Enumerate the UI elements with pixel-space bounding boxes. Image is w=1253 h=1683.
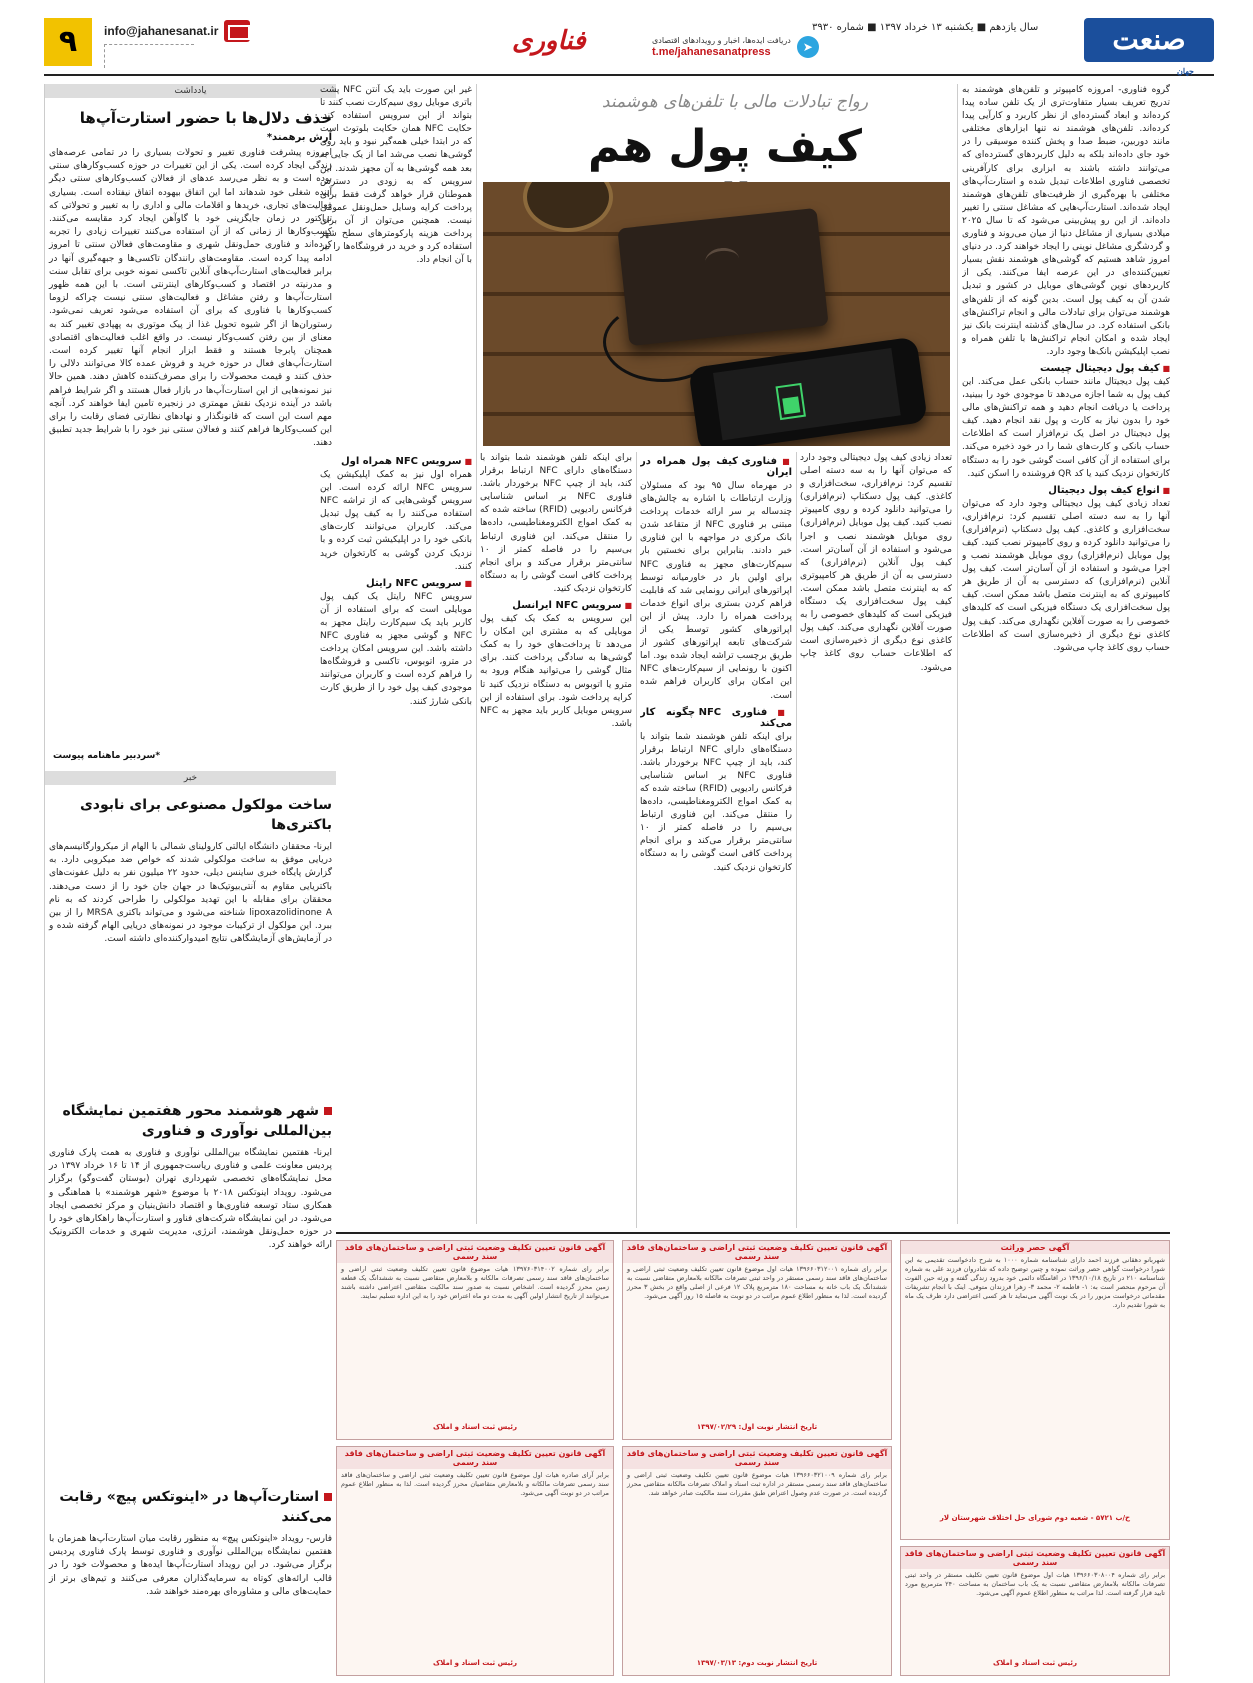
ad-signature: رئیس ثبت اسناد و املاک	[433, 1423, 517, 1431]
article-column-lead	[962, 84, 1170, 1224]
telegram-link[interactable]: t.me/jahanesanatpress	[652, 46, 771, 58]
issue-info: سال یازدهم ■ یکشنبه ۱۳ خرداد ۱۳۹۷ ■ شماره ۳۹۳۰	[812, 22, 1039, 33]
phone-screen	[713, 348, 901, 440]
ad-signature: ح/ب ۵۷۲۱ - شعبه دوم شورای حل اختلاف شهرستان لار	[939, 1514, 1131, 1522]
article-column-3	[640, 452, 792, 1228]
section-4-continued: برای اینکه تلفن هوشمند شما بتواند با دستگاه‌های دارای NFC ارتباط برقرار کند، باید از چیپ NFC برخوردار باشد. فناوری NFC بر اساس شناسایی فرکانس رادیویی (RFID) ساخته شده که به کمک امواج الکترومغناطیسی، داده‌ها را منتقل می‌کند. این فناوری ارتباط بی‌سیم را در فاصله کمتر از ۱۰ سانتی‌متر برقرار می‌کند و برای انجام پرداخت کافی است گوشی را به دستگاه کارتخوان نزدیک کنید.	[480, 453, 632, 594]
news-2-title	[49, 1101, 332, 1141]
section-6-title: ■ سرویس NFC همراه اول	[320, 456, 472, 467]
ad-box	[622, 1446, 892, 1676]
section-4-title: ■ فناوری NFC چگونه کار می‌کند	[640, 707, 792, 729]
section-2-body: تعداد زیادی کیف پول دیجیتالی وجود دارد که می‌توان آنها را به سه دسته اصلی تقسیم کرد: نرم‌افزاری، سخت‌افزاری و کاغذی. کیف پول دسکتاپ (نرم‌افزاری) را می‌توانید دانلود کرده و روی کامپیوتر نصب کنید. کیف پول موبایل (نرم‌افزاری) روی موبایل هوشمند نصب و اجرا می‌شود و استفاده از آن آسان‌تر است. کیف پول آنلاین (نرم‌افزاری) که دسترسی به آن از طریق هر کامپیوتری که به اینترنت متصل باشد ممکن است. کیف پول سخت‌افزاری یک دستگاه فیزیکی است که کلیدهای خصوصی را به صورت آفلاین نگهداری می‌کند. کیف پول کاغذی نوع دیگری از ذخیره‌سازی است که اطلاعات حساب روی کاغذ چاپ می‌شود.	[962, 498, 1170, 653]
news-2-title-text: شهر هوشمند محور هفتمین نمایشگاه بین‌المللی نوآوری و فناوری	[62, 1103, 332, 1139]
telegram-icon: ➤	[797, 36, 819, 58]
section-3-body: در مهرماه سال ۹۵ بود که مسئولان وزارت ارتباطات با اشاره به چالش‌های چندساله بر سر ارائه خدمات پرداخت مبتنی بر فناوری NFC از متقاعد شدن بانک مرکزی در مواجهه با این فناوری خبر دادند. بنابراین برای نخستین بار سیم‌کارت‌های مجهز به فناوری NFC برای اولین بار در خاورمیانه توسط اپراتورهای ایرانی رونمایی شد که قابلیت فراهم کردن بستری برای انواع خدمات پرداخت همراه را دارد. پیش از این اپراتورهای کشور توسط یکی از شرکت‌های تابعه اپراتورهای کشور از طریق برچسب تراشه ایجاد شده بود. اما اکنون با رونمایی از سیم‌کارت‌های NFC این امکان برای کاربران فراهم شده است.	[640, 481, 792, 701]
ad-signature: رئیس ثبت اسناد و املاک	[993, 1659, 1077, 1667]
ad-text: برابر آرای صادره هیات اول موضوع قانون تعیین تکلیف وضعیت ثبتی اراضی و ساختمان‌های فاقد سند رسمی تصرفات مالکانه و بلامعارض متقاضیان محرز گردیده است. لذا به منظور اطلاع عموم مراتب در دو نوبت آگهی می‌شود.	[341, 1471, 609, 1497]
note-author: آرش برهمند*	[266, 132, 332, 143]
news-3-title	[49, 1487, 332, 1527]
ad-box	[622, 1240, 892, 1440]
ad-text: شهربانو دهقانی فرزند احمد دارای شناسنامه شماره ۱۰۰۰ به شرح دادخواست تقدیمی به این شورا درخواست گواهی حصر وراثت نموده و چنین توضیح داده که شادروان فرزند علی به شماره شناسنامه ۲۱۰ در تاریخ ۱۳۹۶/۱۰/۱۸ در اقامتگاه دائمی خود بدرود زندگی گفته و ورثه حین الفوت آن مرحوم منحصر است به: ۱- فاطمه ۲- محمد ۳- زهرا فرزندان متوفی. اینک با انجام تشریفات مقدماتی درخواست مزبور را در یک نوبت آگهی می‌نماید تا هر کسی اعتراضی دارد ظرف یک ماه به شورا تقدیم دارد.	[905, 1256, 1165, 1309]
telegram-caption: دریافت ایده‌ها، اخبار و رویدادهای اقتصادی	[652, 36, 791, 45]
column-divider	[796, 452, 797, 1228]
section-5-body: این سرویس به کمک یک کیف پول موبایلی که به مشتری این امکان را می‌دهد تا پرداخت‌های خود را به کمک گوشی‌ها به سادگی پرداخت کنند. برای مثال گوشی را می‌توانید هنگام ورود به مترو یا اتوبوس به دستگاه نزدیک کنید تا کرایه پرداخت شود. برای استفاده از این سرویس موبایل کاربر باید مجهز به NFC باشد.	[480, 614, 632, 729]
news-3-body: فارس- رویداد «اینوتکس پیچ» به منظور رقابت میان استارت‌آپ‌ها همزمان با هفتمین نمایشگاه بین‌المللی نوآوری و فناوری توسط پارک فناوری پردیس برگزار می‌شود. در این رویداد استارت‌آپ‌ها ایده‌ها و محصولات خود را در قالب ارائه‌های کوتاه به سرمایه‌گذاران معرفی می‌کنند و تیم‌های برتر از حمایت‌های مالی و مشاوره‌ای بهره‌مند خواهند شد.	[49, 1534, 332, 1597]
section-1-body: کیف پول دیجیتال مانند حساب بانکی عمل می‌کند. این کیف پول به شما اجازه می‌دهد تا موجودی خود را ببینید، پرداخت یا دریافت انجام دهید و همه تراکنش‌های مالی خود را بدون نیاز به کارت و پول نقد انجام دهید. کیف پول دیجیتال در اصل یک نرم‌افزار است که اطلاعات حساب بانکی و کارت‌های شما را در خود ذخیره می‌کند. برای استفاده از آن کافی است گوشی خود را به دستگاه کارتخوان نزدیک کنید یا کد QR فروشنده را اسکن کنید.	[962, 376, 1170, 479]
ad-title: آگهی قانون تعیین تکلیف وضعیت ثبتی اراضی و ساختمان‌های فاقد سند رسمی	[337, 1447, 613, 1469]
ad-title: آگهی قانون تعیین تکلیف وضعیت ثبتی اراضی و ساختمان‌های فاقد سند رسمی	[337, 1241, 613, 1263]
article-kicker: رواج تبادلات مالی با تلفن‌های هوشمند	[601, 92, 869, 112]
column-divider	[636, 452, 637, 1228]
section-4-body: برای اینکه تلفن هوشمند شما بتواند با دستگاه‌های دارای NFC ارتباط برقرار کند، باید از چیپ NFC برخوردار باشد. فناوری NFC بر اساس شناسایی فرکانس رادیویی (RFID) ساخته شده که به کمک امواج الکترومغناطیسی، داده‌ها را منتقل می‌کند. این فناوری ارتباط بی‌سیم را در فاصله کمتر از ۱۰ سانتی‌متر برقرار می‌کند و برای انجام پرداخت کافی است گوشی را به دستگاه کارتخوان نزدیک کنید.	[640, 731, 792, 873]
note-rubric: یادداشت	[45, 84, 336, 98]
ad-text: برابر رای شماره ۱۳۹۶۶۰۳۲۱۰۰۹ هیات موضوع قانون تعیین تکلیف وضعیت ثبتی اراضی و ساختمان‌های فاقد سند رسمی مستقر در اداره ثبت اسناد و املاک تصرفات مالکانه متقاضی محرز گردیده است. در صورت عدم وصول اعتراض طبق مقررات سند مالکیت صادر خواهد شد.	[627, 1471, 887, 1497]
ad-signature: تاریخ انتشار نوبت اول: ۱۳۹۷/۰۲/۲۹	[696, 1423, 818, 1431]
section-7-title: ■ سرویس NFC رایتل	[320, 578, 472, 589]
ad-text: برابر رای شماره ۱۳۹۶۶۰۳۰۸۰۰۴ هیات اول موضوع قانون تعیین تکلیف مستقر در واحد ثبتی تصرفات مالکانه بلامعارض متقاضی نسبت به یک باب ساختمان به مساحت ۲۴۰ مترمربع مورد تایید قرار گرفته است. لذا مراتب به منظور اطلاع عموم آگهی می‌شود.	[905, 1571, 1166, 1597]
ad-text: برابر رای شماره ۱۳۹۶۶۰۳۱۲۰۰۱ هیات اول موضوع قانون تعیین تکلیف وضعیت ثبتی اراضی و ساختمان‌های فاقد سند رسمی مستقر در واحد ثبتی تصرفات مالکانه بلامعارض متقاضی نسبت به ششدانگ یک باب خانه به مساحت ۱۸۰ مترمربع پلاک ۱۲ فرعی از اصلی واقع در بخش ۳ محرز گردیده است. لذا به منظور اطلاع عموم مراتب در دو نوبت به فاصله ۱۵ روز آگهی می‌شود.	[627, 1265, 887, 1300]
news-1-title: ساخت مولکول مصنوعی برای نابودی باکتری‌ها	[79, 797, 332, 833]
ad-title: آگهی حصر وراثت	[901, 1241, 1169, 1254]
ad-box	[336, 1446, 614, 1676]
article-column-4	[480, 452, 632, 1228]
section-3-title: ■ فناوری کیف پول همراه در ایران	[640, 456, 792, 478]
news-2-body: ایرنا- هفتمین نمایشگاه بین‌المللی نوآوری و فناوری به همت پارک فناوری پردیس معاونت علمی و فناوری ریاست‌جمهوری از ۱۴ تا ۱۶ خرداد ۱۳۹۷ در محل نمایشگاه‌های تخصصی شهرداری تهران (بوستان گفت‌وگو) برگزار می‌شود. رویداد اینوتکس ۲۰۱۸ با موضوع «شهر هوشمند» با هماهنگی و همکاری ستاد توسعه فناوری‌ها و اقتصاد دانش‌بنیان و مرکز تخصصی ایجاد می‌شود. در این نمایشگاه شرکت‌های فناور و استارت‌آپ‌ها راهکارهای خود را در حوزه حمل‌ونقل هوشمند، انرژی، مدیریت شهری و خدمات الکترونیک ارائه خواهند کرد.	[49, 1148, 333, 1251]
ad-box	[900, 1240, 1170, 1540]
ad-text: برابر رای شماره ۱۳۹۷۶۰۳۱۴۰۰۲ هیات موضوع قانون تعیین تکلیف وضعیت ثبتی اراضی و ساختمان‌های فاقد سند رسمی تصرفات مالکانه و بلامعارض متقاضی نسبت به ششدانگ یک قطعه زمین محرز گردیده است. اشخاص نسبت به صدور سند مالکیت متقاضی اعتراضی داشته باشند می‌توانند از تاریخ انتشار اولین آگهی به مدت دو ماه اعتراض خود را به این اداره تسلیم نمایند.	[341, 1265, 609, 1300]
ad-signature: تاریخ انتشار نوبت دوم: ۱۳۹۷/۰۳/۱۳	[696, 1659, 818, 1667]
ad-box	[336, 1240, 614, 1440]
article-column-top	[320, 84, 472, 472]
news-rubric: خبر	[45, 771, 336, 785]
logo-text: صنعت	[1112, 23, 1186, 56]
masthead	[44, 14, 1214, 76]
note-signature: *سردبیر ماهنامه پیوست	[53, 751, 161, 761]
news-1-body: ایرنا- محققان دانشگاه ایالتی کارولینای شمالی با الهام از میکروارگانیسم‌های دریایی موفق به ساخت مولکولی شدند که خواص ضد میکروبی دارد. به گزارش پایگاه خبری ساینس دیلی، حدود ۲۲ میلیون نفر به دلیل عفونت‌های باکتریایی مقاوم به آنتی‌بیوتیک‌ها در جهان جان خود را از دست می‌دهند. محققان برای مقابله با این تهدید مولکولی را طراحی کردند که به نام lipoxazolidinone A شناخته می‌شود و می‌تواند باکتری MRSA را از بین ببرد. این مولکول از ترکیبات موجود در نمونه‌های دریایی الهام گرفته شده و در آزمایش‌های آزمایشگاهی نتایج امیدوارکننده‌ای داشته است.	[49, 842, 332, 945]
ad-title: آگهی قانون تعیین تکلیف وضعیت ثبتی اراضی و ساختمان‌های فاقد سند رسمی	[901, 1547, 1169, 1569]
ad-signature: رئیس ثبت اسناد و املاک	[433, 1659, 517, 1667]
section-5-title: ■ سرویس NFC ایرانسل	[480, 600, 632, 611]
battery-icon	[775, 383, 805, 420]
ad-title: آگهی قانون تعیین تکلیف وضعیت ثبتی اراضی و ساختمان‌های فاقد سند رسمی	[623, 1241, 891, 1263]
section-7-body: سرویس NFC رایتل یک کیف پول موبایلی است که برای استفاده از آن کاربر باید یک سیم‌کارت رایتل مجهز به NFC و گوشی مجهز به فناوری NFC داشته باشد. این سرویس امکان پرداخت در مترو، اتوبوس، تاکسی و فروشگاه‌ها را فراهم کرده است و کاربران می‌توانند موجودی کیف پول خود را از طریق کارت بانکی شارژ کنند.	[320, 591, 472, 707]
article-headline: کیف پول هم	[588, 121, 862, 172]
article-column-2	[800, 452, 952, 1228]
note-body: امروزه پیشرفت فناوری تغییر و تحولات بسیاری را در تمامی عرصه‌های زندگی ایجاد کرده است. یکی از این تغییرات در حوزه کسب‌وکارهای سنتی بوده است و به نظر می‌رسد عدهای از فعالان کسب‌وکارهای سنتی دیگر آینده شغلی خود شدهاند اما این اتفاق بیهوده اتفاق نیفتاده است. بسیاری فعالیت‌های تجاری، خریدها و اقلامات مالی و اداری را به تغییر و تحولاتی که تراکتور در زمان جایگزینی خود با گاوآهن ایجاد کرد مقایسه می‌کنند. کسب‌وکارها از زمانی که از آن استفاده می‌کنند تغییرات زیادی را تجربه کرده‌اند و فناوری حمل‌ونقل شهری و مقاومت‌های فعالان سنتی تا امروز ادامه پیدا کرده است. مقاومت‌های رانندگان تاکسی‌ها و جبهه‌گیری آنها در برابر فعالیت‌های استارت‌آپ‌های آنلاین تاکسی نمونه خوبی برای تقابل سنت و مدرنیته در اقتصاد و کسب‌وکارهای اینترنتی است. با این همه ظهور استارت‌آپ‌ها و رفتن مشاغل و فعالیت‌های سنتی نیست چراکه لزوما کسب‌وکارها با فناوری که برای آن استفاده می‌شود تعریف نمی‌شود. رستوران‌ها از اگر شیوه تحویل غذا از پیک موتوری به پهپادی تغییر کند به معنای از بین رفتن کسب‌وکار نیست. در واقع اغلب فعالیت‌های اقتصادی همچنان پابرجا هستند و فقط ابزار انجام آنها تغییر کرده است. استارت‌آپ‌های فعال در حوزه خرید و فروش عمده کالا می‌توانند دلالی را حذف کنند و قیمت محصولات را برای مصرف‌کننده کاهش دهند. همین حالا نیز نمونه‌هایی از این استارت‌آپ‌ها در بازار فعال هستند و اگر شرایط فراهم باشد در آینده نزدیک نقش مهمتری در زنجیره تامین ایفا خواهند کرد. آنچه مهم است این است که قانونگذار و نهادهای نظارتی فضای رقابت را برای این کسب‌وکارها فراهم کنند و فعالان سنتی نیز خود را با شرایط جدید تطبیق دهند.	[49, 148, 332, 449]
ad-title: آگهی قانون تعیین تکلیف وضعیت ثبتی اراضی و ساختمان‌های فاقد سند رسمی	[623, 1447, 891, 1469]
section-2-continued: تعداد زیادی کیف پول دیجیتالی وجود دارد که می‌توان آنها را به سه دسته اصلی تقسیم کرد: نرم‌افزاری، سخت‌افزاری و کاغذی. کیف پول دسکتاپ (نرم‌افزاری) را می‌توانید دانلود کرده و روی کامپیوتر نصب کنید. کیف پول موبایل (نرم‌افزاری) روی موبایل هوشمند نصب و اجرا می‌شود و استفاده از آن آسان‌تر است. کیف پول آنلاین (نرم‌افزاری) که دسترسی به آن از طریق هر کامپیوتری که به اینترنت متصل باشد ممکن است. کیف پول سخت‌افزاری یک دستگاه فیزیکی است که کلیدهای خصوصی را به صورت آفلاین نگهداری می‌کند. کیف پول کاغذی نوع دیگری از ذخیره‌سازی است که اطلاعات حساب روی کاغذ چاپ می‌شود.	[800, 453, 952, 673]
note-title: حذف دلال‌ها با حضور استارت‌آپ‌ها	[79, 109, 332, 127]
telegram-channel[interactable]	[652, 36, 819, 58]
left-sidebar	[44, 84, 336, 1683]
section-title: فناوری	[512, 26, 586, 56]
ad-box	[900, 1546, 1170, 1676]
article-lead: گروه فناوری- امروزه کامپیوتر و تلفن‌های هوشمند به تدریج تعریف بسیار متفاوت‌تری از یک تلفن ساده پیدا کرده‌اند و ابعاد گسترده‌ای از نظر کاربرد و کارآیی پیدا کرده‌اند. تلفن‌های هوشمند نه تنها ابزارهای مختلفی مانند دوربین، ضبط صدا و پخش کننده موسیقی را در خود جای داده‌اند بلکه به دلیل کاربردهای گسترده‌ای که می‌توانند داشته باشند به ابزاری برای کارآفرینی تخصصی فناوری اطلاعات تبدیل شده و استارت‌آپ‌های مختلفی با بهره‌گیری از ظرفیت‌های تلفن‌های هوشمند ایجاد شده‌اند. استارت‌آپ‌هایی که مشاغل سنتی را تغییر داده‌اند. از این رو پیش‌بینی می‌شود که تا سال ۲۰۲۵ میلادی بسیاری از مشاغل دنیا از میان می‌روند و فناوری و گردشگری مشاغل نوینی را ایجاد خواهند کرد. در دنیای امروز شاهد هستیم که گوشی‌های هوشمند نقش بسیار تعیین‌کننده‌ای در این عرصه ایفا می‌کنند. یکی از کاربردهای نوین گوشی‌های موبایل در کشور و تبدیل شدن آن به کیف پول است. بدین گونه که از تلفن‌های هوشمند می‌توان برای تبادلات مالی و انجام تراکنش‌های بانکی استفاده کرد. در سال‌های گذشته اینترنت بانک نیز ایجاد شده و امکان انجام تراکنش‌ها با تلفن همراه و نصب اپلیکیشن بانک‌ها وجود دارد.	[962, 85, 1170, 357]
section-1-title: ■ کیف پول دیجیتال چیست	[962, 363, 1170, 374]
bullet-icon	[324, 1493, 332, 1501]
email-text[interactable]: info@jahanesanat.ir	[104, 24, 219, 38]
newspaper-logo	[1084, 18, 1214, 76]
contact-email[interactable]	[104, 20, 250, 42]
column-top-body: غیر این صورت باید یک آنتن NFC پشت باتری موبایل روی سیم‌کارت نصب کنند تا بتواند از این سرویس استفاده کند. حکایت NFC همان حکایت بلوتوث است که در ابتدا خیلی همه‌گیر نبود و باید روی گوشی‌ها نصب می‌شد اما از یک جایی به بعد همه گوشی‌ها به آن مجهز شدند. این سرویس که به زودی در دسترس هموطنان قرار خواهد گرفت فقط برای پرداخت کرایه وسایل حمل‌ونقل عمومی نیست. همچنین می‌توان از آن برای پرداخت هزینه پارکومترهای سطح شهر استفاده کرد و خرید در فروشگاه‌ها را نیز با آن انجام داد.	[320, 85, 472, 266]
envelope-icon	[224, 20, 250, 42]
classified-ads	[336, 1232, 1170, 1678]
page-number: ۹	[44, 18, 92, 66]
news-3-title-text: استارت‌آپ‌ها در «اینوتکس پیچ» رقابت می‌کنند	[59, 1489, 332, 1525]
column-divider	[476, 84, 477, 1224]
circuit-decoration	[104, 44, 194, 68]
logo-subtext: جهان	[1177, 66, 1194, 76]
article-column-5	[320, 452, 472, 1228]
column-divider	[957, 84, 958, 1224]
watch-image	[523, 182, 613, 232]
section-2-title: ■ انواع کیف پول دیجیتال	[962, 485, 1170, 496]
section-6-body: همراه اول نیز به کمک اپلیکیشن یک سرویس NFC ارائه کرده است. این سرویس گوشی‌هایی که از تراشه NFC استفاده می‌کنند را به کیف پول تبدیل می‌کند. کاربران می‌توانند کارت‌های بانکی خود را در اپلیکیشن ثبت کرده و با نزدیک کردن گوشی به کارتخوان خرید کنند.	[320, 470, 472, 572]
article-photo	[483, 182, 950, 446]
